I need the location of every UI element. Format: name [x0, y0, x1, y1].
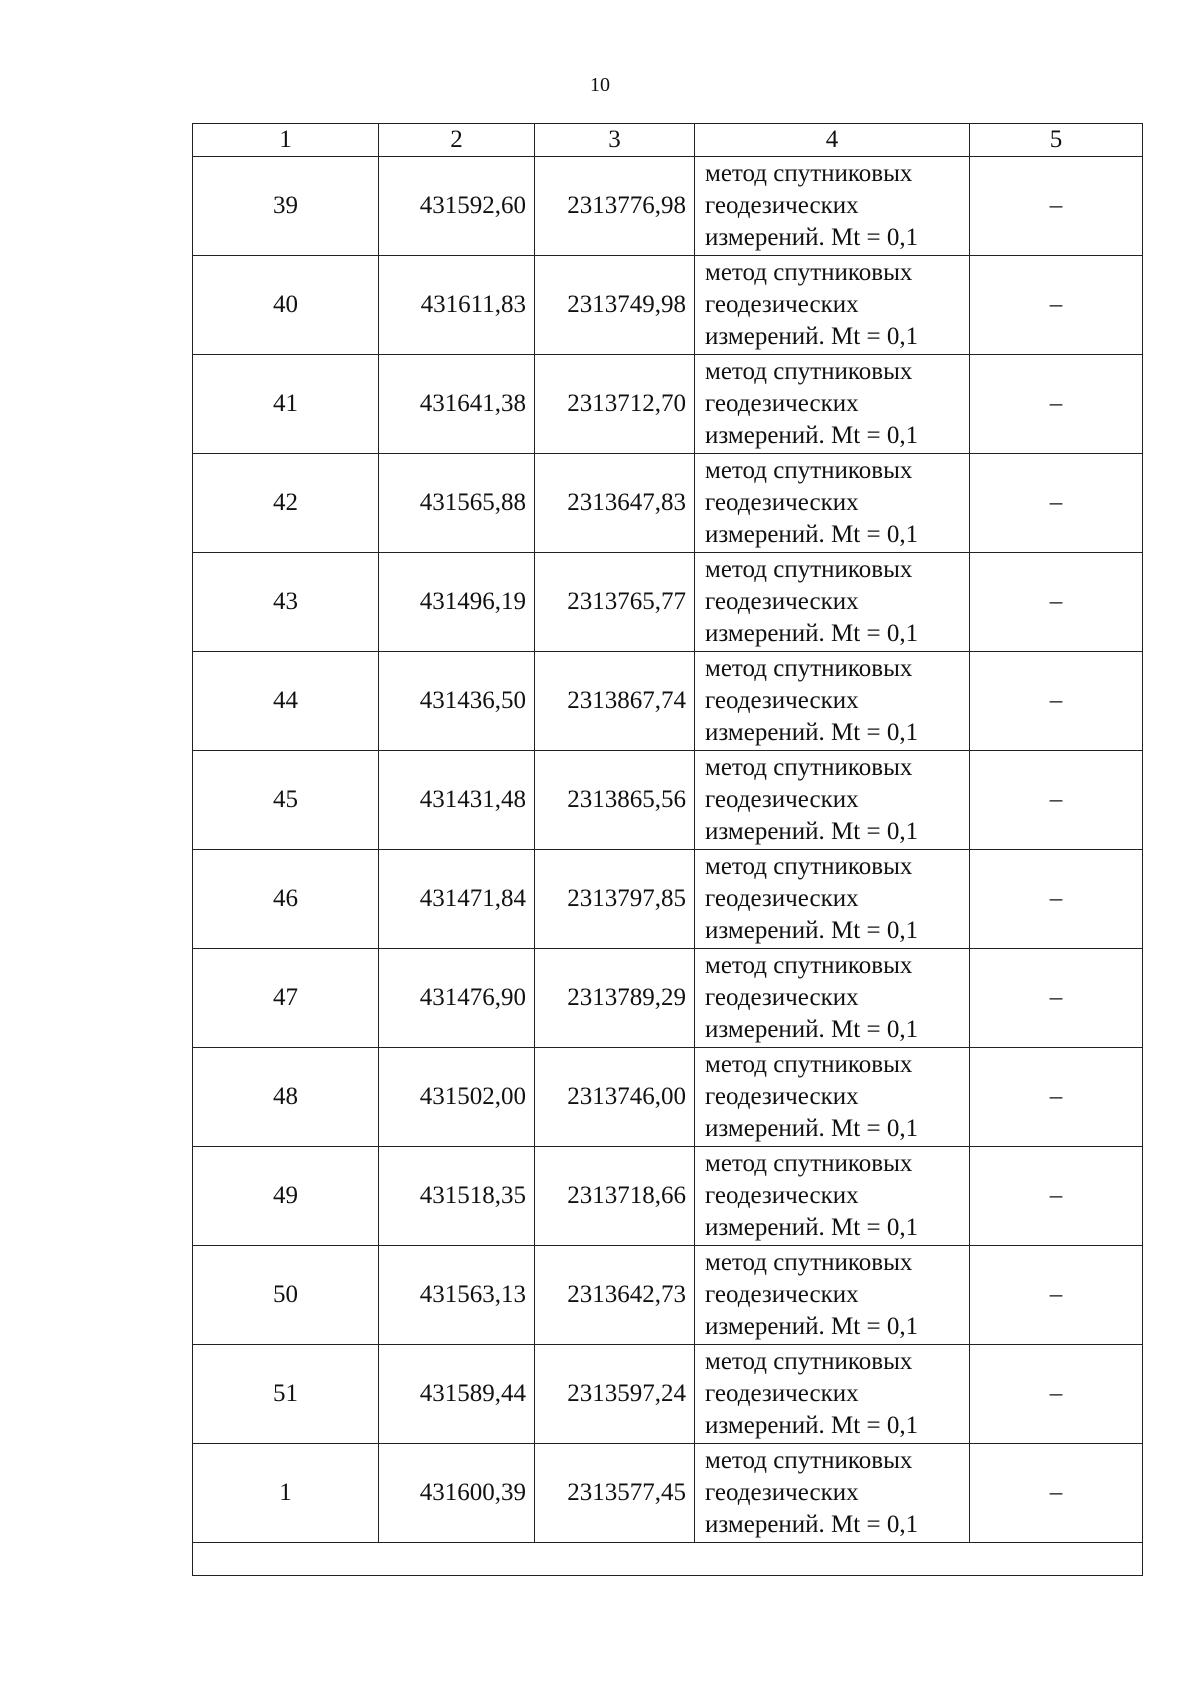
y-coordinate-cell: 2313647,83 — [535, 454, 695, 553]
table-row — [193, 256, 1143, 355]
method-cell: метод спутниковых геодезических измерений. Mt = 0,1 — [695, 949, 970, 1048]
x-coordinate-cell: 431476,90 — [379, 949, 535, 1048]
table-row — [193, 1048, 1143, 1147]
table-row — [193, 751, 1143, 850]
method-cell: метод спутниковых геодезических измерений. Mt = 0,1 — [695, 1048, 970, 1147]
note-cell: – — [970, 751, 1143, 850]
method-cell: метод спутниковых геодезических измерений. Mt = 0,1 — [695, 1147, 970, 1246]
coordinates-table — [192, 123, 1143, 1576]
point-number-cell: 43 — [193, 553, 379, 652]
note-cell: – — [970, 355, 1143, 454]
column-header: 2 — [379, 124, 535, 157]
y-coordinate-cell: 2313718,66 — [535, 1147, 695, 1246]
x-coordinate-cell: 431565,88 — [379, 454, 535, 553]
y-coordinate-cell: 2313746,00 — [535, 1048, 695, 1147]
y-coordinate-cell: 2313865,56 — [535, 751, 695, 850]
point-number-cell: 51 — [193, 1345, 379, 1444]
point-number-cell: 41 — [193, 355, 379, 454]
y-coordinate-cell: 2313789,29 — [535, 949, 695, 1048]
table-row — [193, 949, 1143, 1048]
note-cell: – — [970, 1444, 1143, 1543]
table-row — [193, 553, 1143, 652]
note-cell: – — [970, 553, 1143, 652]
note-cell: – — [970, 850, 1143, 949]
point-number-cell: 40 — [193, 256, 379, 355]
point-number-cell: 49 — [193, 1147, 379, 1246]
method-cell: метод спутниковых геодезических измерений. Mt = 0,1 — [695, 1345, 970, 1444]
y-coordinate-cell: 2313776,98 — [535, 157, 695, 256]
point-number-cell: 39 — [193, 157, 379, 256]
empty-cell — [193, 1543, 1143, 1576]
table-row — [193, 454, 1143, 553]
table-row — [193, 1444, 1143, 1543]
method-cell: метод спутниковых геодезических измерений. Mt = 0,1 — [695, 256, 970, 355]
table-header-row — [193, 124, 1143, 157]
table-row — [193, 850, 1143, 949]
x-coordinate-cell: 431563,13 — [379, 1246, 535, 1345]
note-cell: – — [970, 256, 1143, 355]
x-coordinate-cell: 431502,00 — [379, 1048, 535, 1147]
point-number-cell: 42 — [193, 454, 379, 553]
y-coordinate-cell: 2313797,85 — [535, 850, 695, 949]
y-coordinate-cell: 2313867,74 — [535, 652, 695, 751]
point-number-cell: 48 — [193, 1048, 379, 1147]
point-number-cell: 44 — [193, 652, 379, 751]
note-cell: – — [970, 652, 1143, 751]
method-cell: метод спутниковых геодезических измерений. Mt = 0,1 — [695, 850, 970, 949]
page-number: 10 — [590, 74, 610, 96]
x-coordinate-cell: 431600,39 — [379, 1444, 535, 1543]
table-row — [193, 652, 1143, 751]
point-number-cell: 50 — [193, 1246, 379, 1345]
method-cell: метод спутниковых геодезических измерений. Mt = 0,1 — [695, 751, 970, 850]
method-cell: метод спутниковых геодезических измерений. Mt = 0,1 — [695, 652, 970, 751]
column-header: 4 — [695, 124, 970, 157]
note-cell: – — [970, 1147, 1143, 1246]
note-cell: – — [970, 454, 1143, 553]
method-cell: метод спутниковых геодезических измерений. Mt = 0,1 — [695, 454, 970, 553]
method-cell: метод спутниковых геодезических измерений. Mt = 0,1 — [695, 355, 970, 454]
column-header: 3 — [535, 124, 695, 157]
note-cell: – — [970, 157, 1143, 256]
x-coordinate-cell: 431471,84 — [379, 850, 535, 949]
note-cell: – — [970, 1345, 1143, 1444]
table-row — [193, 1246, 1143, 1345]
empty-table-row — [193, 1543, 1143, 1576]
table-row — [193, 355, 1143, 454]
table-row — [193, 157, 1143, 256]
x-coordinate-cell: 431589,44 — [379, 1345, 535, 1444]
point-number-cell: 1 — [193, 1444, 379, 1543]
y-coordinate-cell: 2313597,24 — [535, 1345, 695, 1444]
y-coordinate-cell: 2313765,77 — [535, 553, 695, 652]
note-cell: – — [970, 949, 1143, 1048]
x-coordinate-cell: 431496,19 — [379, 553, 535, 652]
point-number-cell: 46 — [193, 850, 379, 949]
method-cell: метод спутниковых геодезических измерений. Mt = 0,1 — [695, 553, 970, 652]
method-cell: метод спутниковых геодезических измерений. Mt = 0,1 — [695, 1246, 970, 1345]
y-coordinate-cell: 2313712,70 — [535, 355, 695, 454]
table-body — [193, 157, 1143, 1576]
x-coordinate-cell: 431431,48 — [379, 751, 535, 850]
y-coordinate-cell: 2313577,45 — [535, 1444, 695, 1543]
x-coordinate-cell: 431518,35 — [379, 1147, 535, 1246]
note-cell: – — [970, 1048, 1143, 1147]
point-number-cell: 47 — [193, 949, 379, 1048]
column-header: 1 — [193, 124, 379, 157]
note-cell: – — [970, 1246, 1143, 1345]
method-cell: метод спутниковых геодезических измерений. Mt = 0,1 — [695, 1444, 970, 1543]
y-coordinate-cell: 2313642,73 — [535, 1246, 695, 1345]
table-row — [193, 1345, 1143, 1444]
x-coordinate-cell: 431611,83 — [379, 256, 535, 355]
method-cell: метод спутниковых геодезических измерений. Mt = 0,1 — [695, 157, 970, 256]
x-coordinate-cell: 431592,60 — [379, 157, 535, 256]
column-header: 5 — [970, 124, 1143, 157]
table-row — [193, 1147, 1143, 1246]
point-number-cell: 45 — [193, 751, 379, 850]
x-coordinate-cell: 431641,38 — [379, 355, 535, 454]
x-coordinate-cell: 431436,50 — [379, 652, 535, 751]
y-coordinate-cell: 2313749,98 — [535, 256, 695, 355]
